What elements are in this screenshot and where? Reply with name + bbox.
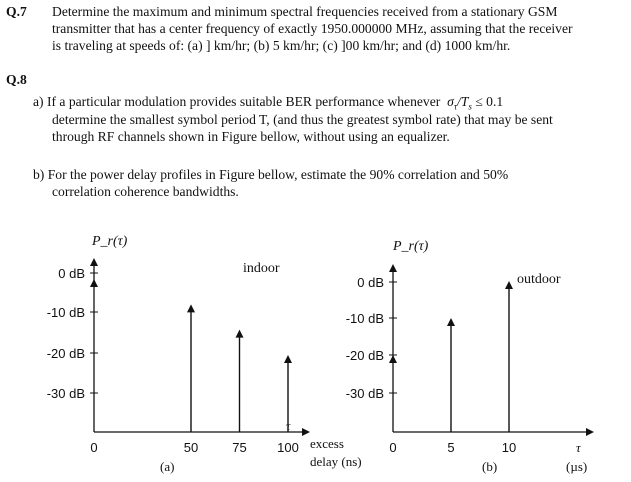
q8a-line-1-text: a) If a particular modulation provides suitable BER performance whenever bbox=[33, 94, 441, 109]
chart-a-x-symbol: τ bbox=[286, 419, 291, 433]
chart-b-y-tick-label: 0 dB bbox=[357, 275, 384, 290]
chart-b-impulse-head bbox=[389, 355, 397, 363]
chart-a-x-tick-label: 100 bbox=[277, 440, 299, 455]
chart-b-x-tick-label: 10 bbox=[501, 440, 517, 455]
chart-a bbox=[47, 234, 362, 474]
sigma-tau-formula: $\sigma_\tau/T_s$ bbox=[447, 94, 472, 112]
q7-line-3: is traveling at speeds of: (a) ] km/hr; (b) 5 km/hr; (c) ]00 km/hr; and (d) 1000 km/hr. bbox=[52, 38, 511, 53]
q8b-line-2: correlation coherence bandwidths. bbox=[52, 184, 239, 199]
chart-a-impulse-head bbox=[284, 355, 292, 363]
chart-b-label: outdoor bbox=[517, 272, 561, 287]
chart-a-x-label-2: delay (ns) bbox=[310, 454, 362, 469]
question-8-label: Q.8 bbox=[6, 72, 27, 87]
chart-a-x-tick-label: 75 bbox=[232, 440, 247, 455]
chart-b-y-tick-label: -20 dB bbox=[345, 348, 384, 363]
chart-a-impulse-head bbox=[187, 304, 195, 312]
chart-a-y-tick-label: -30 dB bbox=[46, 386, 85, 401]
chart-b-x-tick-label: 5 bbox=[447, 440, 455, 455]
question-7-label: Q.7 bbox=[6, 4, 27, 19]
q8a-line-3: through RF channels shown in Figure bellow, without using an equalizer. bbox=[52, 129, 450, 144]
chart-b-y-tick-label: -30 dB bbox=[345, 386, 384, 401]
chart-b-caption: (b) bbox=[482, 459, 498, 474]
chart-a-x-label-1: excess bbox=[310, 436, 344, 451]
chart-a-y-title: P_r(τ) bbox=[92, 234, 128, 249]
chart-a-impulse-head bbox=[90, 279, 98, 287]
threshold-value: ≤ 0.1 bbox=[475, 94, 504, 109]
chart-b-x-symbol: τ bbox=[576, 440, 581, 455]
chart-a-label: indoor bbox=[243, 261, 280, 276]
chart-a-y-tick-label: -10 dB bbox=[46, 305, 85, 320]
chart-b-y-tick-label: -10 dB bbox=[345, 311, 384, 326]
chart-a-y-tick-label: -20 dB bbox=[46, 346, 85, 361]
chart-b-impulse-head bbox=[505, 281, 513, 289]
chart-b bbox=[346, 239, 590, 474]
q7-line-1: Determine the maximum and minimum spectral frequencies received from a stationary GSM bbox=[52, 4, 558, 19]
chart-a-caption: (a) bbox=[160, 459, 175, 474]
chart-a-impulse-head bbox=[236, 330, 244, 338]
chart-a-x-tick-label: 0 bbox=[90, 440, 98, 455]
chart-b-x-tick-label: 0 bbox=[389, 440, 397, 455]
q8b-line-1: b) For the power delay profiles in Figure bellow, estimate the 90% correlation and 50% bbox=[33, 167, 509, 182]
chart-b-y-title: P_r(τ) bbox=[393, 239, 429, 254]
chart-b-x-unit: (µs) bbox=[566, 459, 588, 474]
chart-a-x-tick-label: 50 bbox=[183, 440, 199, 455]
q8a-line-2: determine the smallest symbol period T, (and thus the greatest symbol rate) that may be sent bbox=[52, 112, 553, 127]
q7-line-2: transmitter that has a center frequency of exactly 1950.000000 MHz, assuming that the receiver bbox=[52, 21, 573, 36]
chart-b-impulse-head bbox=[447, 318, 455, 326]
chart-a-y-tick-label: 0 dB bbox=[58, 266, 85, 281]
